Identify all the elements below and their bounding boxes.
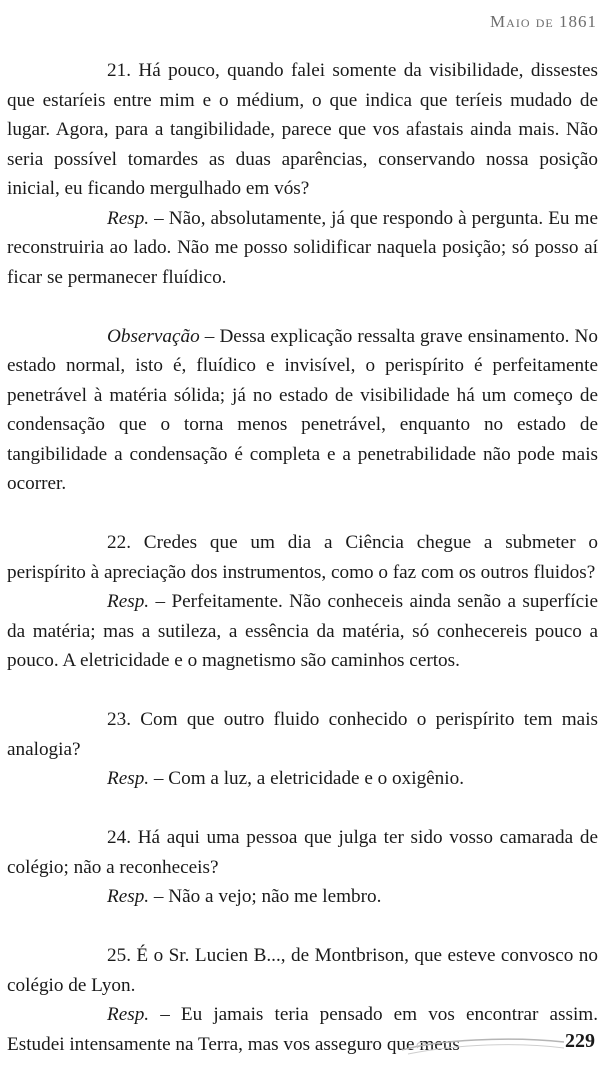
- answer-text: – Com a luz, a eletricidade e o oxigênio.: [149, 768, 464, 789]
- observation-label: Observação: [107, 325, 200, 347]
- answer-text: – Perfeitamente. Não conheceis ainda senão a superfície da matéria; mas a sutileza, a essência da matéria, só conhecereis pouco a pouco. A eletricidade e o magnetismo são caminhos certos.: [7, 591, 598, 671]
- running-header: Maio de 1861: [490, 12, 597, 31]
- answer-label: Resp.: [107, 886, 150, 907]
- paragraph-question-25: 25. É o Sr. Lucien B..., de Montbrison, que esteve convosco no colégio de Lyon.: [7, 945, 598, 996]
- answer-label: Resp.: [107, 207, 150, 229]
- paragraph-answer-21: [7, 204, 598, 293]
- paragraph-answer-22: [7, 587, 598, 676]
- paragraph-question-23: 23. Com que outro fluido conhecido o perispírito tem mais analogia?: [7, 709, 598, 760]
- answer-text: – Não, absolutamente, já que respondo à pergunta. Eu me reconstruiria ao lado. Não me posso solidificar naquela posição; só posso aí ficar se permanecer fluídico.: [7, 207, 598, 288]
- observation-text: – Dessa explicação ressalta grave ensinamento. No estado normal, isto é, fluídico e invisível, o perispírito é perfeitamente penetrável à matéria sólida; já no estado de visibilidade há um começo de condensação que o torna menos penetrável, enquanto no estado de tangibilidade a condensação é completa e a penetrabilidade não pode mais ocorrer.: [7, 325, 598, 494]
- paragraph-question-22: 22. Credes que um dia a Ciência chegue a submeter o perispírito à apreciação dos instrumentos, como o faz com os outros fluidos?: [7, 532, 598, 583]
- page-body: [7, 56, 598, 1059]
- paragraph-question-21: 21. Há pouco, quando falei somente da visibilidade, dissestes que estaríeis entre mim e o médium, o que indica que teríeis mudado de lugar. Agora, para a tangibilidade, parece que vos afastais ainda mais. Não seria possível tomardes as duas aparências, conservando nossa posição inicial, eu ficando mergulhado em vós?: [7, 60, 598, 199]
- answer-text: – Não a vejo; não me lembro.: [149, 886, 382, 907]
- page-number: 229: [565, 1030, 595, 1052]
- answer-label: Resp.: [107, 1004, 150, 1025]
- answer-label: Resp.: [107, 591, 150, 612]
- paragraph-question-24: 24. Há aqui uma pessoa que julga ter sido vosso camarada de colégio; não a reconheceis?: [7, 827, 598, 878]
- answer-label: Resp.: [107, 768, 150, 789]
- paragraph-observation: [7, 322, 598, 499]
- paragraph-answer-24: [7, 882, 598, 912]
- paragraph-answer-23: [7, 764, 598, 794]
- footer-flourish-ornament: [398, 1030, 568, 1058]
- answer-text: – Eu jamais teria pensado em vos encontrar assim. Estudei intensamente na Terra, mas vos asseguro que meus: [7, 1004, 598, 1055]
